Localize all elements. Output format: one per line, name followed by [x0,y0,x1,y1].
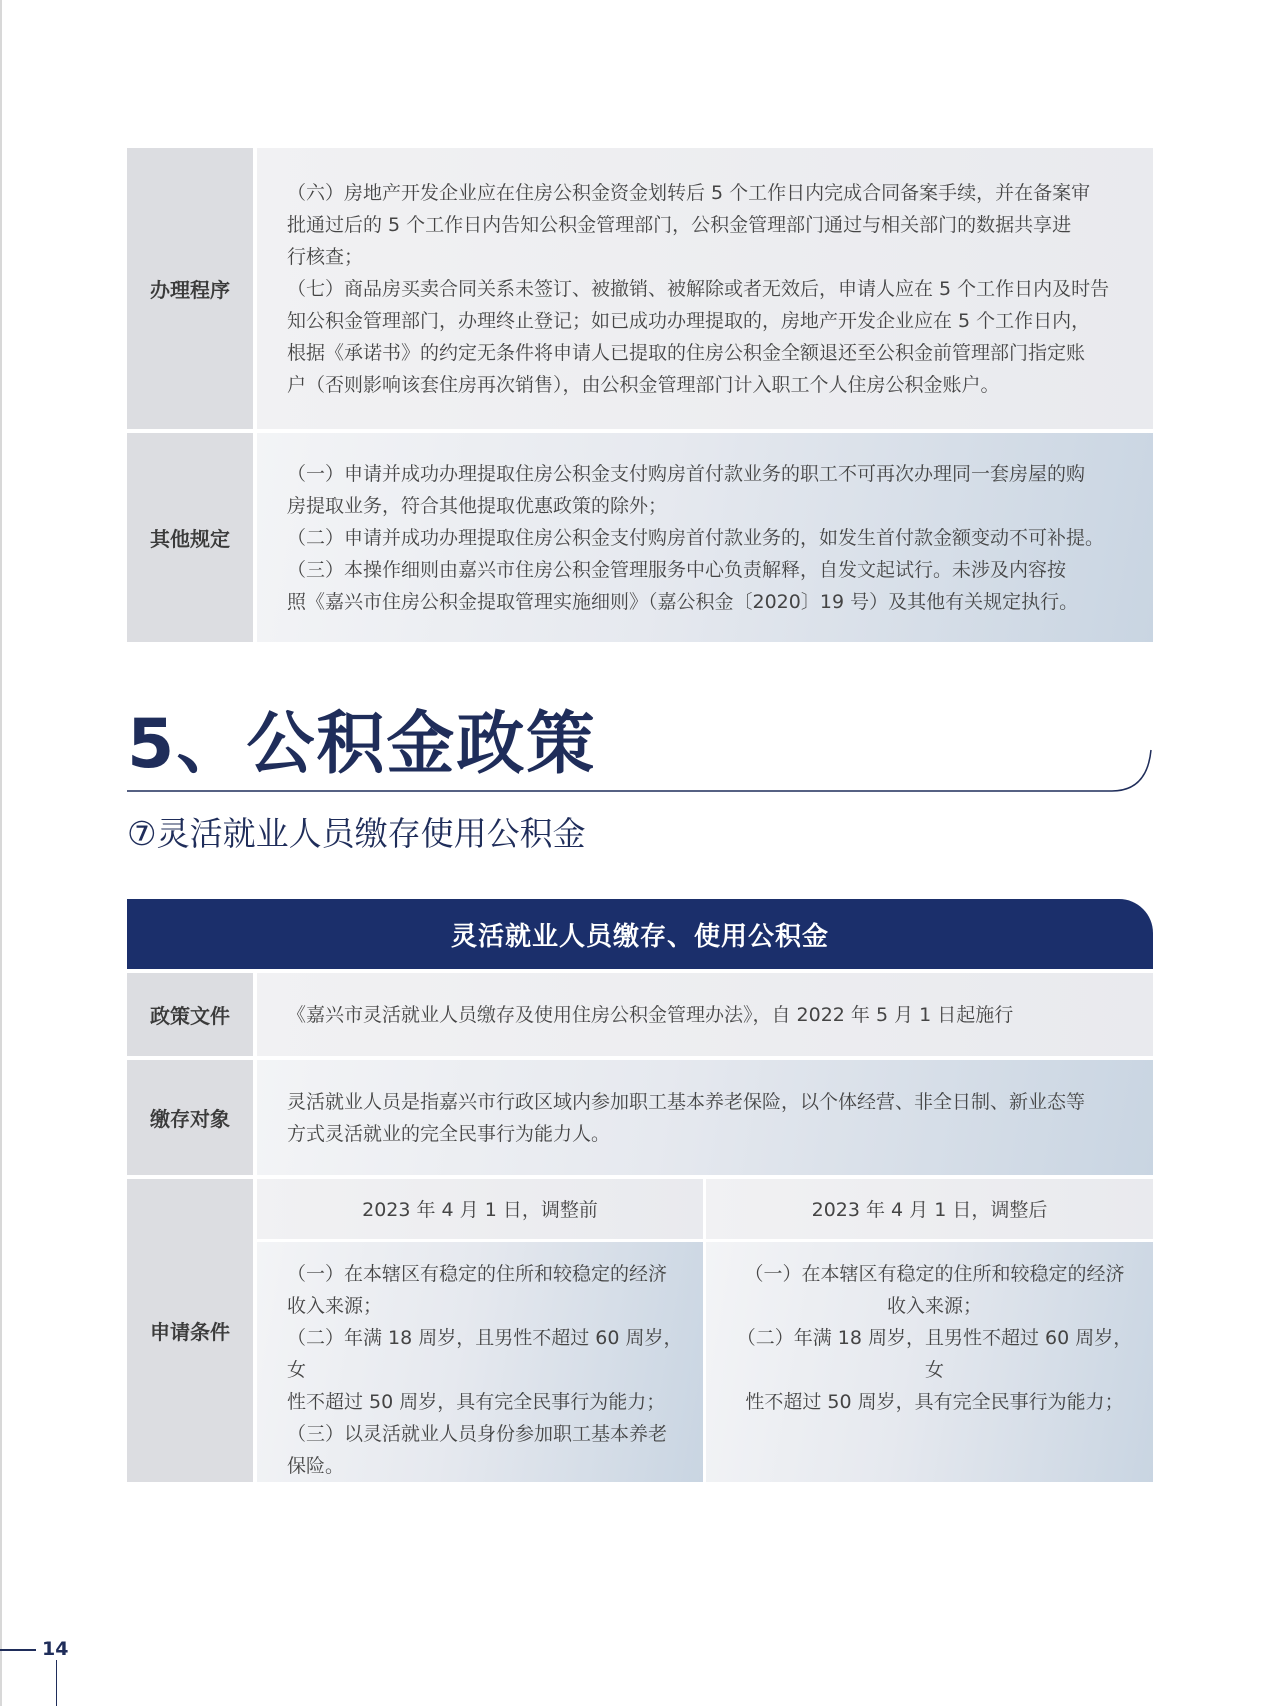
target-line: 方式灵活就业的完全民事行为能力人。 [287,1122,611,1145]
other-rules-label: 其他规定 [127,433,253,642]
after-line: 性不超过 50 周岁，具有完全民事行为能力； [745,1391,1124,1413]
target-label: 缴存对象 [127,1060,253,1175]
page-number: 14 [42,1638,69,1660]
conditions-header-row [257,1179,1153,1239]
after-conditions [706,1242,1153,1482]
before-line: 收入来源； [287,1295,383,1317]
other-rules-line: （三）本操作细则由嘉兴市住房公积金管理服务中心负责解释，自发文起试行。未涉及内容按 [287,558,1067,581]
policy-label: 政策文件 [127,973,253,1056]
page-edge [0,0,2,1706]
after-line: （二）年满 18 周岁，且男性不超过 60 周岁，女 [736,1327,1133,1381]
policy-text: 《嘉兴市灵活就业人员缴存及使用住房公积金管理办法》，自 2022 年 5 月 1 日起施行 [287,1003,1014,1026]
before-header: 2023 年 4 月 1 日，调整前 [257,1179,703,1239]
after-header: 2023 年 4 月 1 日，调整后 [706,1179,1153,1239]
table-banner: 灵活就业人员缴存、使用公积金 [127,899,1153,969]
other-rules-line: （一）申请并成功办理提取住房公积金支付购房首付款业务的职工不可再次办理同一套房屋的购 [287,462,1086,485]
procedure-label: 办理程序 [127,148,253,429]
procedure-line: 知公积金管理部门，办理终止登记；如已成功办理提取的，房地产开发企业应在 5 个工作日内， [287,309,1091,332]
before-line: （三）以灵活就业人员身份参加职工基本养老 [287,1423,668,1445]
title-rule [127,748,1153,794]
procedure-line: 行核查； [287,245,364,268]
target-content [257,1060,1153,1175]
other-rules-row [127,433,1153,642]
before-line: 保险。 [287,1455,345,1477]
other-rules-line: 照《嘉兴市住房公积金提取管理实施细则》（嘉公积金〔2020〕19 号）及其他有关规定执行。 [287,590,1079,613]
before-line: 性不超过 50 周岁，具有完全民事行为能力； [287,1391,666,1413]
after-line: （一）在本辖区有稳定的住所和较稳定的经济 [744,1263,1125,1285]
procedure-line: 批通过后的 5 个工作日内告知公积金管理部门，公积金管理部门通过与相关部门的数据共享进 [287,213,1072,236]
other-rules-content [257,433,1153,642]
target-line: 灵活就业人员是指嘉兴市行政区域内参加职工基本养老保险，以个体经营、非全日制、新业态等 [287,1090,1086,1113]
conditions-label: 申请条件 [127,1179,253,1482]
conditions-body [257,1179,1153,1482]
target-row [127,1060,1153,1175]
procedure-table [127,148,1153,642]
before-conditions [257,1242,703,1482]
before-line: （一）在本辖区有稳定的住所和较稳定的经济 [287,1263,668,1285]
procedure-line: 户（否则影响该套住房再次销售），由公积金管理部门计入职工个人住房公积金账户。 [287,373,1000,396]
procedure-line: 根据《承诺书》的约定无条件将申请人已提取的住房公积金全额退还至公积金前管理部门指定账 [287,341,1086,364]
other-rules-line: 房提取业务，符合其他提取优惠政策的除外； [287,494,668,517]
policy-content [257,973,1153,1056]
procedure-content [257,148,1153,429]
conditions-row [127,1179,1153,1482]
before-line: （二）年满 18 周岁，且男性不超过 60 周岁，女 [287,1327,683,1381]
page-number-rule [0,1649,36,1651]
page-number-vrule [56,1660,57,1706]
policy-table [127,973,1153,1482]
conditions-content-row [257,1242,1153,1482]
procedure-line: （七）商品房买卖合同关系未签订、被撤销、被解除或者无效后，申请人应在 5 个工作日内及时告 [287,277,1110,300]
policy-row [127,973,1153,1056]
section-subtitle: ⑦灵活就业人员缴存使用公积金 [127,814,586,853]
other-rules-line: （二）申请并成功办理提取住房公积金支付购房首付款业务的，如发生首付款金额变动不可补提。 [287,526,1105,549]
after-line: 收入来源； [886,1295,982,1317]
procedure-row [127,148,1153,429]
procedure-line: （六）房地产开发企业应在住房公积金资金划转后 5 个工作日内完成合同备案手续，并在备案审 [287,181,1091,204]
section-title: 5、公积金政策 [127,705,597,784]
